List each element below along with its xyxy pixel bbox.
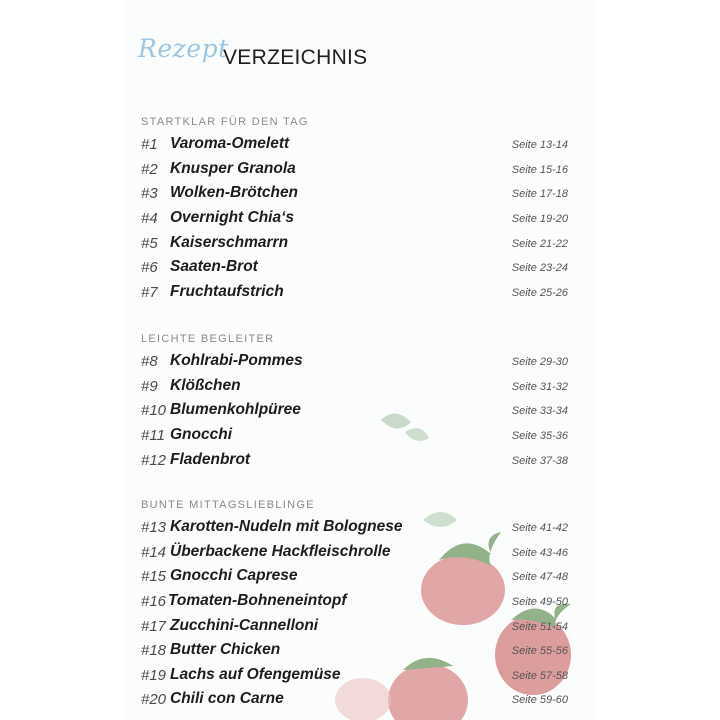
recipe-number: #9 xyxy=(141,378,158,395)
recipe-title: Fladenbrot xyxy=(170,451,251,468)
recipe-number: #15 xyxy=(141,568,167,585)
recipe-entry xyxy=(123,452,595,477)
recipe-title: Varoma-Omelett xyxy=(170,135,290,152)
recipe-entry xyxy=(123,667,595,692)
recipe-number: #19 xyxy=(141,667,167,684)
recipe-index-page xyxy=(123,0,595,720)
recipe-pages: Seite 35-36 xyxy=(511,430,568,442)
recipe-pages: Seite 33-34 xyxy=(511,405,568,417)
title-script-word: Rezept xyxy=(138,34,229,63)
recipe-title: Lachs auf Ofengemüse xyxy=(170,666,341,683)
recipe-pages: Seite 17-18 xyxy=(511,188,568,200)
recipe-pages: Seite 23-24 xyxy=(511,262,568,274)
recipe-entry xyxy=(123,691,595,716)
recipe-number: #16 xyxy=(141,593,167,610)
recipe-pages: Seite 15-16 xyxy=(511,164,568,176)
recipe-entry xyxy=(123,235,595,260)
recipe-title: Klößchen xyxy=(170,377,241,394)
recipe-entry xyxy=(123,161,595,186)
recipe-title: Gnocchi xyxy=(170,426,233,443)
recipe-pages: Seite 51-54 xyxy=(511,621,568,633)
recipe-number: #2 xyxy=(141,161,158,178)
recipe-pages: Seite 25-26 xyxy=(511,287,568,299)
recipe-title: Kohlrabi-Pommes xyxy=(170,352,303,369)
recipe-title: Zucchini-Cannelloni xyxy=(170,617,319,634)
recipe-entry xyxy=(123,618,595,643)
recipe-title: Karotten-Nudeln mit Bolognese xyxy=(170,518,403,535)
recipe-number: #12 xyxy=(141,452,167,469)
recipe-entry xyxy=(123,427,595,452)
recipe-number: #17 xyxy=(141,618,167,635)
recipe-title: Gnocchi Caprese xyxy=(170,567,298,584)
recipe-entry xyxy=(123,568,595,593)
recipe-entry xyxy=(123,353,595,378)
recipe-entry xyxy=(123,402,595,427)
recipe-number: #6 xyxy=(141,259,158,276)
recipe-pages: Seite 57-58 xyxy=(511,670,568,682)
recipe-entry xyxy=(123,378,595,403)
recipe-entry xyxy=(123,210,595,235)
recipe-pages: Seite 31-32 xyxy=(511,381,568,393)
recipe-title: Fruchtaufstrich xyxy=(170,283,284,300)
recipe-pages: Seite 19-20 xyxy=(511,213,568,225)
recipe-pages: Seite 13-14 xyxy=(511,139,568,151)
recipe-pages: Seite 49-50 xyxy=(511,596,568,608)
recipe-title: Blumenkohlpüree xyxy=(170,401,301,418)
recipe-number: #4 xyxy=(141,210,158,227)
recipe-number: #14 xyxy=(141,544,167,561)
recipe-entry xyxy=(123,642,595,667)
recipe-entry xyxy=(123,259,595,284)
title-main-word: VERZEICHNIS xyxy=(223,46,368,69)
recipe-entry xyxy=(123,519,595,544)
recipe-entry xyxy=(123,284,595,309)
recipe-number: #8 xyxy=(141,353,158,370)
recipe-number: #10 xyxy=(141,402,167,419)
recipe-number: #5 xyxy=(141,235,158,252)
recipe-number: #3 xyxy=(141,185,158,202)
recipe-pages: Seite 29-30 xyxy=(511,356,568,368)
recipe-title: Überbackene Hackfleischrolle xyxy=(170,543,391,560)
recipe-pages: Seite 21-22 xyxy=(511,238,568,250)
recipe-pages: Seite 43-46 xyxy=(511,547,568,559)
recipe-entry xyxy=(123,593,595,618)
recipe-title: Knusper Granola xyxy=(170,160,296,177)
recipe-entry xyxy=(123,136,595,161)
recipe-pages: Seite 55-56 xyxy=(511,645,568,657)
recipe-number: #13 xyxy=(141,519,167,536)
recipe-number: #7 xyxy=(141,284,158,301)
recipe-number: #20 xyxy=(141,691,167,708)
recipe-number: #11 xyxy=(141,427,165,444)
recipe-pages: Seite 47-48 xyxy=(511,571,568,583)
section-heading: BUNTE MITTAGSLIEBLINGE xyxy=(141,499,315,511)
recipe-pages: Seite 41-42 xyxy=(511,522,568,534)
recipe-pages: Seite 59-60 xyxy=(511,694,568,706)
recipe-title: Overnight Chia‘s xyxy=(170,209,295,226)
section-heading: LEICHTE BEGLEITER xyxy=(141,333,275,345)
recipe-entry xyxy=(123,185,595,210)
recipe-title: Butter Chicken xyxy=(170,641,281,658)
recipe-title: Chili con Carne xyxy=(170,690,284,707)
recipe-title: Saaten-Brot xyxy=(170,258,258,275)
recipe-entry xyxy=(123,544,595,569)
recipe-pages: Seite 37-38 xyxy=(511,455,568,467)
section-heading: STARTKLAR FÜR DEN TAG xyxy=(141,116,309,128)
recipe-number: #18 xyxy=(141,642,167,659)
recipe-title: Tomaten-Bohneneintopf xyxy=(168,592,347,609)
recipe-title: Wolken-Brötchen xyxy=(170,184,299,201)
recipe-title: Kaiserschmarrn xyxy=(170,234,289,251)
recipe-number: #1 xyxy=(141,136,158,153)
